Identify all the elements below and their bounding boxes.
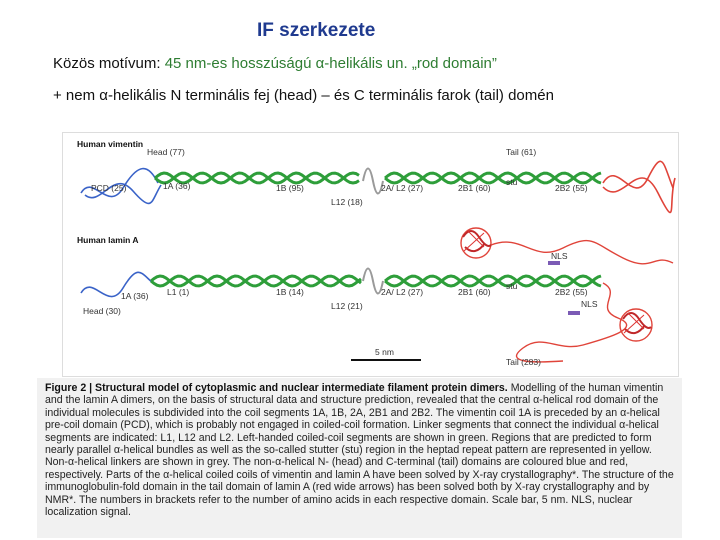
- lamin-name: Human lamin A: [77, 235, 139, 245]
- lamin-ig-fold-top: [461, 228, 491, 258]
- scale-bar-label: 5 nm: [375, 347, 394, 357]
- common-motif-prefix: Közös motívum:: [53, 55, 165, 72]
- lamin-stu-label: stu: [506, 281, 518, 291]
- vimentin-1a-label: 1A (36): [163, 181, 191, 191]
- slide-title: IF szerkezete: [257, 20, 376, 41]
- vimentin-l12-label: L12 (18): [331, 197, 363, 207]
- lamin-l1-label: L1 (1): [167, 287, 190, 297]
- vimentin-pcd-label: PCD (25): [91, 183, 127, 193]
- figure-caption: [37, 378, 682, 538]
- lamin-coiled-coil: [151, 276, 601, 286]
- common-motif-line: [53, 55, 497, 72]
- lamin-nls-label-2: NLS: [581, 299, 598, 309]
- lamin-2a-label: 2A/ L2 (27): [381, 287, 424, 297]
- vimentin-tail-label: Tail (61): [506, 147, 537, 157]
- lamin-2b1-label: 2B1 (60): [458, 287, 491, 297]
- vimentin-1b-label: 1B (95): [276, 183, 304, 193]
- lamin-head-label: Head (30): [83, 306, 121, 316]
- lamin-1b-label: 1B (14): [276, 287, 304, 297]
- lamin-linker-l12: [363, 269, 383, 294]
- lamin-ig-fold-right: [620, 309, 652, 341]
- rod-domain-highlight: 45 nm-es hosszúságú α-helikális un. „rod domain”: [164, 55, 497, 72]
- lamin-2b2-label: 2B2 (55): [555, 287, 588, 297]
- lamin-l12-label: L12 (21): [331, 301, 363, 311]
- lamin-nls-label-1: NLS: [551, 251, 568, 261]
- ifp-dimer-figure: [62, 132, 679, 377]
- vimentin-tail-domain: [603, 161, 673, 188]
- caption-text: Modelling of the human vimentin and the lamin A dimers, on the basis of structural data and structure prediction, revealed that the central α-helical rod domain of the individual molecules is subdivided into the coil segments 1A, 1B, 2A, 2B1 and 2B2. The vimentin coil 1A is preceded by an α-helical pre-coil domain (PCD), which is probably not engaged in coiled-coil formation. Linker segments that connect the individual α-helical segments are indicated: L1, L12 and L2. Left-handed coiled-coil segments are shown in green. Regions that are predicted to form nearly parallel α-helical bundles as well as the so-called stutter (stu) region in the heptad repeat pattern are represented in yellow. Non-α-helical linkers are shown in grey. The non-α-helical N- (head) and C-terminal (tail) domains are coloured blue and red, respectively. Parts of the α-helical coiled coils of vimentin and lamin A have been solved by X-ray crystallography*. The structure of the immunoglobulin-fold domain in the tail domain of lamin A (red wide arrows) has been solved both by X-ray crystallography and by NMR*. The numbers in brackets refer to the number of amino acids in each respective domain. Scale bar, 5 nm. NLS, nuclear localization signal.: [45, 382, 674, 519]
- lamin-nls-marker-2: [568, 311, 580, 315]
- vimentin-2b2-label: 2B2 (55): [555, 183, 588, 193]
- caption-label: Figure 2 | Structural model of cytoplasmic and nuclear intermediate filament protein dimers.: [45, 382, 508, 394]
- lamin-1a-label: 1A (36): [121, 291, 149, 301]
- vimentin-2a-label: 2A/ L2 (27): [381, 183, 424, 193]
- vimentin-head-label: Head (77): [147, 147, 185, 157]
- lamin-tail-strand-top: [491, 241, 673, 264]
- lamin-tail-label: Tail (283): [506, 357, 541, 367]
- lamin-nls-marker-1: [548, 261, 560, 265]
- dimer-diagram: [63, 133, 678, 376]
- vimentin-coiled-coil: [155, 173, 601, 183]
- head-tail-line: + nem α-helikális N terminális fej (head) – és C terminális farok (tail) domén: [53, 87, 554, 104]
- vimentin-linker-l12: [363, 169, 383, 194]
- vimentin-name: Human vimentin: [77, 139, 144, 149]
- vimentin-stu-label: stu: [506, 177, 518, 187]
- vimentin-tail-domain-2: [603, 178, 675, 213]
- vimentin-2b1-label: 2B1 (60): [458, 183, 491, 193]
